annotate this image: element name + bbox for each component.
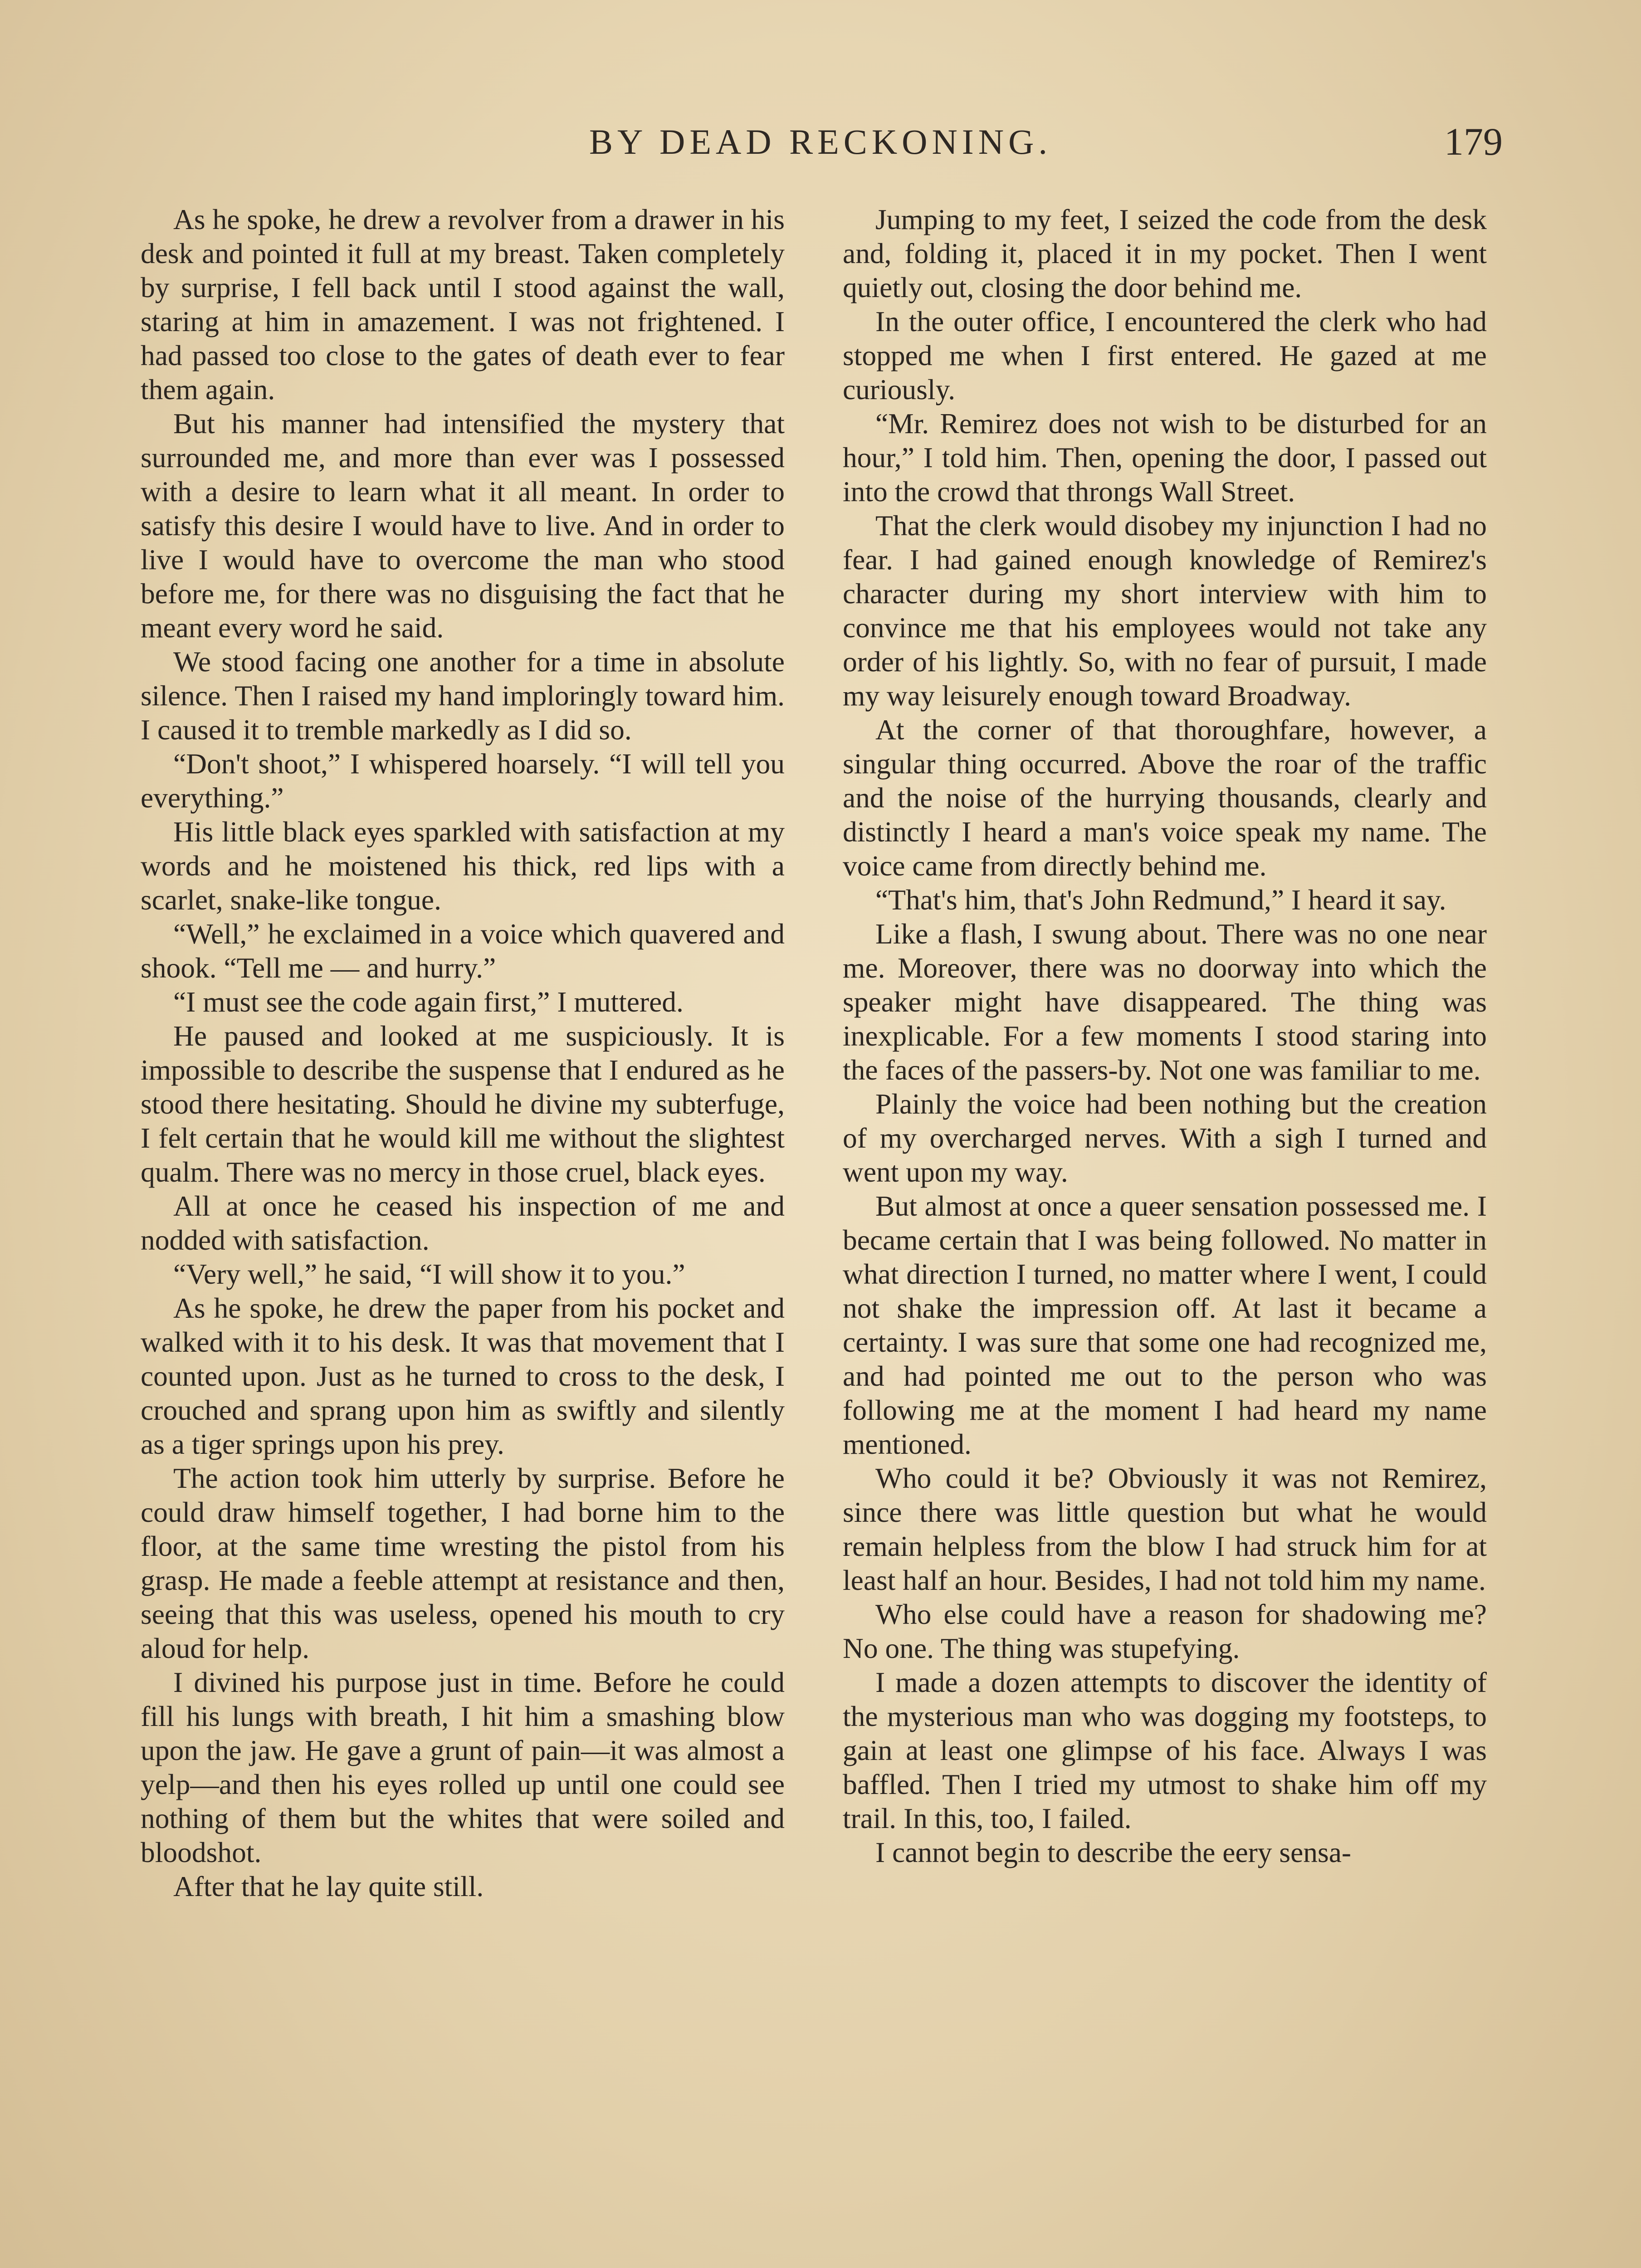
paragraph: That the clerk would disobey my injunction I had no fear. I had gained enough knowledge of Remirez's character during my short interview with him to convince me that his employees would not take any order of his lightly. So, with no fear of pursuit, I made my way leisurely enough toward Broadway. [843, 509, 1487, 712]
paragraph: “Mr. Remirez does not wish to be disturbed for an hour,” I told him. Then, opening the door, I passed out into the crowd that throngs Wall Street. [843, 407, 1487, 508]
paragraph: Who else could have a reason for shadowing me? No one. The thing was stupefying. [843, 1598, 1487, 1664]
paragraph: Plainly the voice had been nothing but the creation of my overcharged nerves. With a sigh I turned and went upon my way. [843, 1088, 1487, 1188]
paragraph: His little black eyes sparkled with satisfaction at my words and he moistened his thick, red lips with a scarlet, snake-like tongue. [141, 816, 785, 916]
paragraph: Like a flash, I swung about. There was no one near me. Moreover, there was no doorway into which the speaker might have disappeared. The thing was inexplicable. For a few moments I stood staring into the faces of the passers-by. Not one was familiar to me. [843, 918, 1487, 1086]
paragraph: I cannot begin to describe the eery sensa- [875, 1836, 1352, 1868]
paragraph: “Well,” he exclaimed in a voice which quavered and shook. “Tell me — and hurry.” [141, 918, 785, 984]
left-column [141, 202, 785, 2268]
paragraph: Jumping to my feet, I seized the code from the desk and, folding it, placed it in my pocket. Then I went quietly out, closing the door behind me. [843, 203, 1487, 303]
paragraph: But almost at once a queer sensation possessed me. I became certain that I was being followed. No matter in what direction I turned, no matter where I went, I could not shake the impression off. At last it became a certainty. I was sure that some one had recognized me, and had pointed me out to the person who was following me at the moment I had heard my name mentioned. [843, 1190, 1487, 1460]
paragraph: As he spoke, he drew the paper from his pocket and walked with it to his desk. It was that movement that I counted upon. Just as he turned to cross to the desk, I crouched and sprang upon him as swiftly and silently as a tiger springs upon his prey. [141, 1292, 785, 1460]
paragraph: I made a dozen attempts to discover the identity of the mysterious man who was dogging my footsteps, to gain at least one glimpse of his face. Always I was baffled. Then I tried my utmost to shake him off my trail. In this, too, I failed. [843, 1666, 1487, 1834]
paragraph: As he spoke, he drew a revolver from a drawer in his desk and pointed it full at my breast. Taken completely by surprise, I fell back until I stood against the wall, staring at him in amazement. I was not frightened. I had passed too close to the gates of death ever to fear them again. [141, 203, 785, 406]
paragraph: After that he lay quite still. [173, 1870, 484, 1902]
right-column [843, 202, 1487, 2268]
paragraph: “Don't shoot,” I whispered hoarsely. “I will tell you everything.” [141, 748, 785, 814]
paragraph: “I must see the code again first,” I muttered. [173, 986, 684, 1018]
paragraph: At the corner of that thoroughfare, however, a singular thing occurred. Above the roar of the traffic and the noise of the hurrying thousands, clearly and distinctly I heard a man's voice speak my name. The voice came from directly behind me. [843, 714, 1487, 882]
running-title: BY DEAD RECKONING. [589, 122, 1052, 161]
page-header [0, 122, 1641, 171]
paragraph: In the outer office, I encountered the clerk who had stopped me when I first entered. He gazed at me curiously. [843, 305, 1487, 406]
paragraph: Who could it be? Obviously it was not Remirez, since there was little question but what he would remain helpless from the blow I had struck him for at least half an hour. Besides, I had not told him my name. [843, 1462, 1487, 1596]
paragraph: “Very well,” he said, “I will show it to you.” [173, 1258, 685, 1290]
page-number: 179 [1444, 120, 1503, 163]
paragraph: I divined his purpose just in time. Before he could fill his lungs with breath, I hit him a smashing blow upon the jaw. He gave a grunt of pain—it was almost a yelp—and then his eyes rolled up until one could see nothing of them but the whites that were soiled and bloodshot. [141, 1666, 785, 1868]
paragraph: But his manner had intensified the mystery that surrounded me, and more than ever was I possessed with a desire to learn what it all meant. In order to satisfy this desire I would have to live. And in order to live I would have to overcome the man who stood before me, for there was no disguising the fact that he meant every word he said. [141, 407, 785, 644]
paragraph: The action took him utterly by surprise. Before he could draw himself together, I had borne him to the floor, at the same time wresting the pistol from his grasp. He made a feeble attempt at resistance and then, seeing that this was useless, opened his mouth to cry aloud for help. [141, 1462, 785, 1664]
paragraph: We stood facing one another for a time in absolute silence. Then I raised my hand imploringly toward him. I caused it to tremble markedly as I did so. [141, 645, 785, 746]
paragraph: “That's him, that's John Redmund,” I heard it say. [875, 884, 1446, 916]
paragraph: All at once he ceased his inspection of me and nodded with satisfaction. [141, 1190, 785, 1256]
paragraph: He paused and looked at me suspiciously. It is impossible to describe the suspense that I endured as he stood there hesitating. Should he divine my subterfuge, I felt certain that he would kill me without the slightest qualm. There was no mercy in those cruel, black eyes. [141, 1020, 785, 1188]
